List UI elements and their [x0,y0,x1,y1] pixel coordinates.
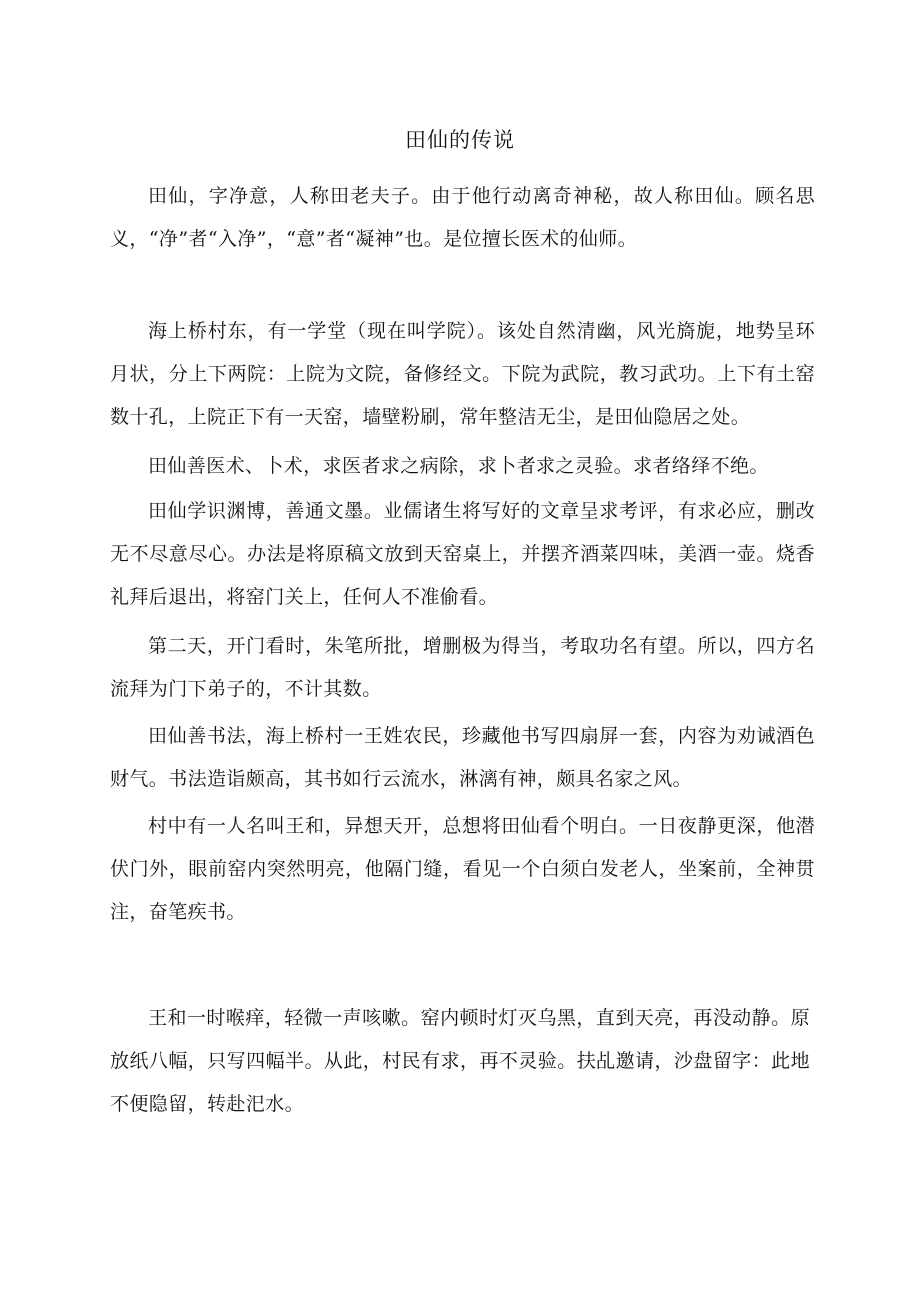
document-title: 田仙的传说 [405,128,515,152]
paragraph-4: 田仙学识渊博，善通文墨。业儒诸生将写好的文章呈求考评，有求必应，删改无不尽意尽心。办法是将原稿文放到天窑桌上，并摆齐酒菜四味，美酒一壶。烧香礼拜后退出，将窑门关上，任何人不准偷看。 [110,500,815,608]
paragraph-6: 田仙善书法，海上桥村一王姓农民，珍藏他书写四扇屏一套，内容为劝诫酒色财气。书法造诣颇高，其书如行云流水，淋漓有神，颇具名家之风。 [110,725,815,790]
paragraph-3: 田仙善医术、卜术，求医者求之病除，求卜者求之灵验。求者络绎不绝。 [148,455,769,477]
paragraph-1: 田仙，字净意，人称田老夫子。由于他行动离奇神秘，故人称田仙。顾名思义，“净”者“入净”，“意”者“凝神”也。是位擅长医术的仙师。 [110,185,815,250]
paragraph-5: 第二天，开门看时，朱笔所批，增删极为得当，考取功名有望。所以，四方名流拜为门下弟子的，不计其数。 [110,635,815,700]
paragraph-2: 海上桥村东，有一学堂（现在叫学院）。该处自然清幽，风光旖旎，地势呈环月状，分上下两院：上院为文院，备修经文。下院为武院，教习武功。上下有土窑数十孔，上院正下有一天窑，墙壁粉刷，常年整洁无尘，是田仙隐居之处。 [110,320,815,428]
paragraph-8: 王和一时喉痒，轻微一声咳嗽。窑内顿时灯灭乌黑，直到天亮，再没动静。原放纸八幅，只写四幅半。从此，村民有求，再不灵验。扶乩邀请，沙盘留字：此地不便隐留，转赴汜水。 [110,1007,810,1115]
paragraph-7: 村中有一人名叫王和，异想天开，总想将田仙看个明白。一日夜静更深，他潜伏门外，眼前窑内突然明亮，他隔门缝，看见一个白须白发老人，坐案前，全神贯注，奋笔疾书。 [110,815,815,923]
